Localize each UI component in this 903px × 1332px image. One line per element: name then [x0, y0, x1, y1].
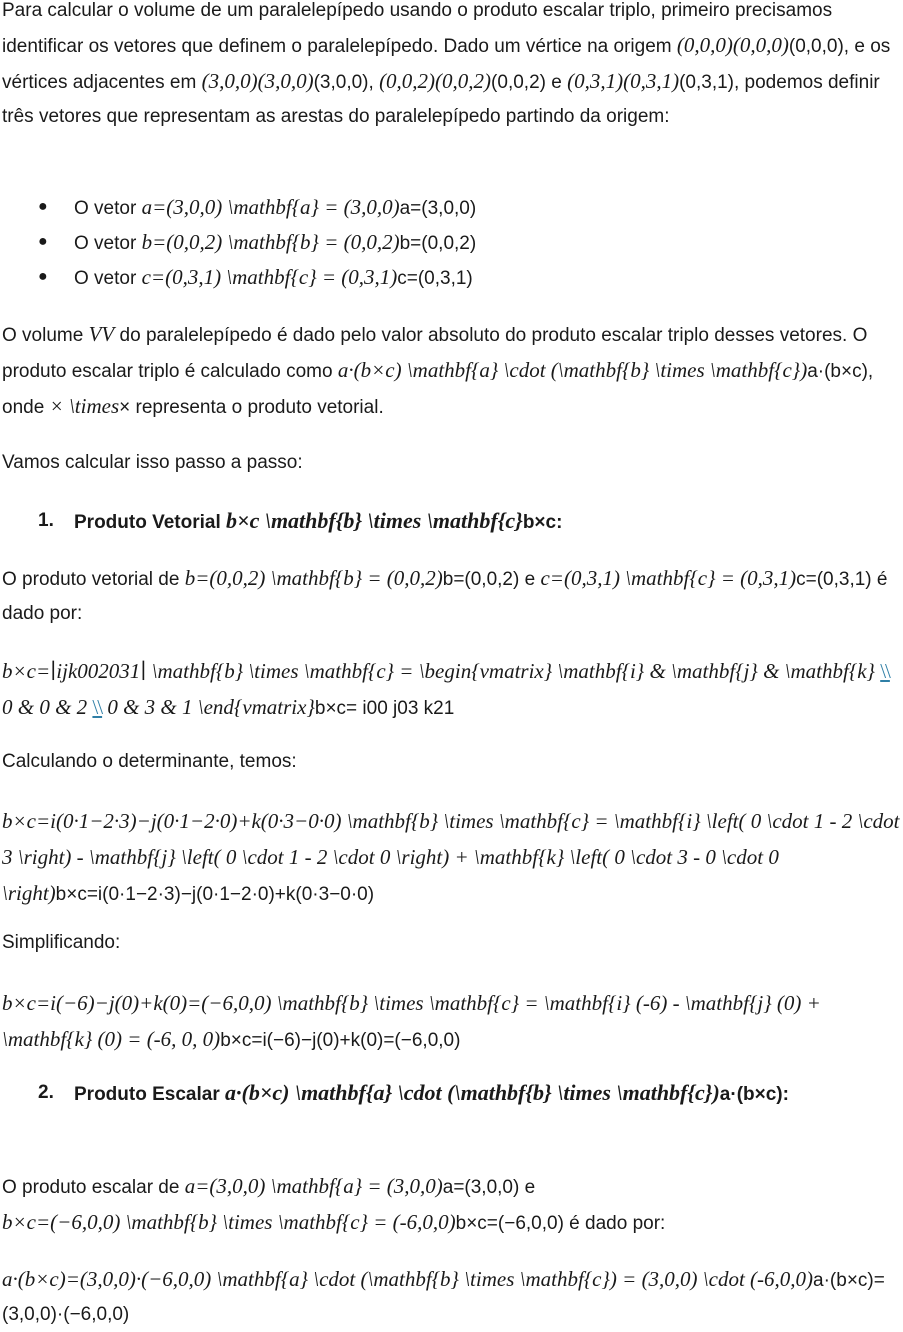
- step-plain: b×c:: [522, 512, 563, 533]
- step-math: a·(b×c) \mathbf{a} \cdot (\mathbf{b} \times \mathbf{c}): [225, 1080, 720, 1105]
- bullet-label: O vetor: [74, 233, 142, 254]
- volume-text: O volume: [2, 325, 89, 346]
- math-matrix-2: 0 & 0 & 2: [2, 695, 93, 719]
- math-origin: (0,0,0)(0,0,0): [676, 33, 789, 57]
- bullet-plain: a=(3,0,0): [399, 198, 477, 219]
- math-vertex-2: (0,0,2)(0,0,2): [379, 69, 492, 93]
- math-matrix-1: b×c=∣ijk002031∣ \mathbf{b} \times \mathbf{c} = \begin{vmatrix} \mathbf{i} & \mathbf{j} & \mathbf{k}: [2, 659, 881, 683]
- math-vector-a: a=(3,0,0) \mathbf{a} = (3,0,0): [184, 1174, 443, 1198]
- intro-text: Para calcular o volume de um paralelepípedo usando o produto escalar triplo, primeiro precisamos identificar os vetores que definem o paralelepípedo. Dado um vértice na origem: [2, 0, 833, 57]
- bullet-math: a=(3,0,0) \mathbf{a} = (3,0,0): [141, 195, 400, 219]
- simp-formula: [2, 986, 900, 1058]
- math-vector-b: b=(0,0,2) \mathbf{b} = (0,0,2): [184, 566, 443, 590]
- bullet-plain: b=(0,0,2): [399, 233, 477, 254]
- plain-vector-b: b=(0,0,2) e: [442, 569, 541, 590]
- math-vertex-3: (0,3,1)(0,3,1): [567, 69, 680, 93]
- cross-text: O produto vetorial de: [2, 569, 185, 590]
- bullet-label: O vetor: [74, 268, 142, 289]
- bullet-plain: c=(0,3,1): [397, 268, 473, 289]
- plain-cross-result: b×c=(−6,0,0) é dado por:: [455, 1213, 666, 1234]
- step-math: b×c \mathbf{b} \times \mathbf{c}: [226, 508, 523, 533]
- dot-paragraph: [2, 1169, 900, 1241]
- plain-times: × representa o produto vetorial.: [119, 397, 384, 418]
- step-number: 1.: [38, 510, 54, 531]
- step-label: Produto Escalar: [74, 1084, 225, 1105]
- matrix-formula: [2, 654, 900, 726]
- plain-origin: (0,0,0): [788, 36, 844, 57]
- math-vertex-1: (3,0,0)(3,0,0): [201, 69, 314, 93]
- plain-determinant: b×c=i(0·1−2·3)−j(0·1−2·0)+k(0·3−0·0): [55, 884, 375, 905]
- bullet-label: O vetor: [74, 198, 142, 219]
- plain-vertex-2: (0,0,2) e: [491, 72, 568, 93]
- plain-vertex-1: (3,0,0),: [313, 72, 380, 93]
- cross-paragraph: [2, 561, 900, 631]
- math-triple-product: a·(b×c) \mathbf{a} \cdot (\mathbf{b} \times \mathbf{c}): [337, 358, 808, 382]
- step-plain: a·(b×c):: [719, 1084, 789, 1105]
- bullet-icon: ●: [38, 268, 48, 285]
- steps-intro: Vamos calcular isso passo a passo:: [2, 452, 303, 473]
- final-formula: [2, 1262, 900, 1332]
- math-simplified: b×c=i(−6)−j(0)+k(0)=(−6,0,0) \mathbf{b} \times \mathbf{c} = \mathbf{i} (-6) - \mathbf{j} (0) + \mathbf{k} (0) = (-6, 0, 0): [2, 991, 821, 1051]
- intro-paragraph: [2, 0, 900, 134]
- bullet-icon: ●: [38, 233, 48, 250]
- step-label: Produto Vetorial: [74, 512, 227, 533]
- math-matrix-3: 0 & 3 & 1 \end{vmatrix}: [102, 695, 315, 719]
- plain-vertex-3: (0,3,1), podemos definir três vetores que representam as arestas do paralelepípedo partindo da origem:: [2, 72, 880, 127]
- bullet-math: c=(0,3,1) \mathbf{c} = (0,3,1): [141, 265, 398, 289]
- plain-final: a·(b×c)=(3,0,0)·(−6,0,0): [2, 1270, 885, 1325]
- volume-text-2: do paralelepípedo é dado pelo valor absoluto do produto escalar triplo desses vetores. O produto escalar triplo é calculado como: [2, 325, 868, 382]
- math-final: a·(b×c)=(3,0,0)·(−6,0,0) \mathbf{a} \cdot (\mathbf{b} \times \mathbf{c}) = (3,0,0) \cdot (-6,0,0): [2, 1267, 814, 1291]
- simp-intro: Simplificando:: [2, 932, 121, 953]
- matrix-row-break: \\: [92, 695, 103, 719]
- dot-text: O produto escalar de: [2, 1177, 185, 1198]
- bullet-icon: ●: [38, 198, 48, 215]
- math-volume: VV: [88, 322, 115, 346]
- bullet-math: b=(0,0,2) \mathbf{b} = (0,0,2): [141, 230, 400, 254]
- plain-vector-a: a=(3,0,0) e: [442, 1177, 536, 1198]
- matrix-row-break: \\: [880, 659, 890, 683]
- math-vector-c: c=(0,3,1) \mathbf{c} = (0,3,1): [540, 566, 797, 590]
- plain-vector-c: c=(0,3,1) é dado por:: [2, 569, 888, 624]
- plain-simplified: b×c=i(−6)−j(0)+k(0)=(−6,0,0): [220, 1030, 461, 1051]
- math-times: × \times: [49, 394, 120, 418]
- volume-paragraph: [2, 317, 900, 425]
- math-cross-result: b×c=(−6,0,0) \mathbf{b} \times \mathbf{c} = (-6,0,0): [2, 1210, 456, 1234]
- plain-triple-product: a·(b×c), onde: [2, 361, 874, 418]
- math-determinant: b×c=i(0·1−2·3)−j(0·1−2·0)+k(0·3−0·0) \mathbf{b} \times \mathbf{c} = \mathbf{i} \left( 0 \cdot 1 - 2 \cdot 3 \right) - \mathbf{j} \left( 0 \cdot 1 - 2 \cdot 0 \right) + \mathbf{k} \left( 0 \cdot 3 - 0 \cdot 0 \right): [2, 809, 900, 905]
- intro-text-2: , e os vértices adjacentes em: [2, 36, 891, 93]
- det-intro: Calculando o determinante, temos:: [2, 751, 297, 772]
- det-formula: [2, 804, 900, 912]
- plain-matrix: b×c= i00 j03 k21: [314, 698, 455, 719]
- step-number: 2.: [38, 1082, 54, 1103]
